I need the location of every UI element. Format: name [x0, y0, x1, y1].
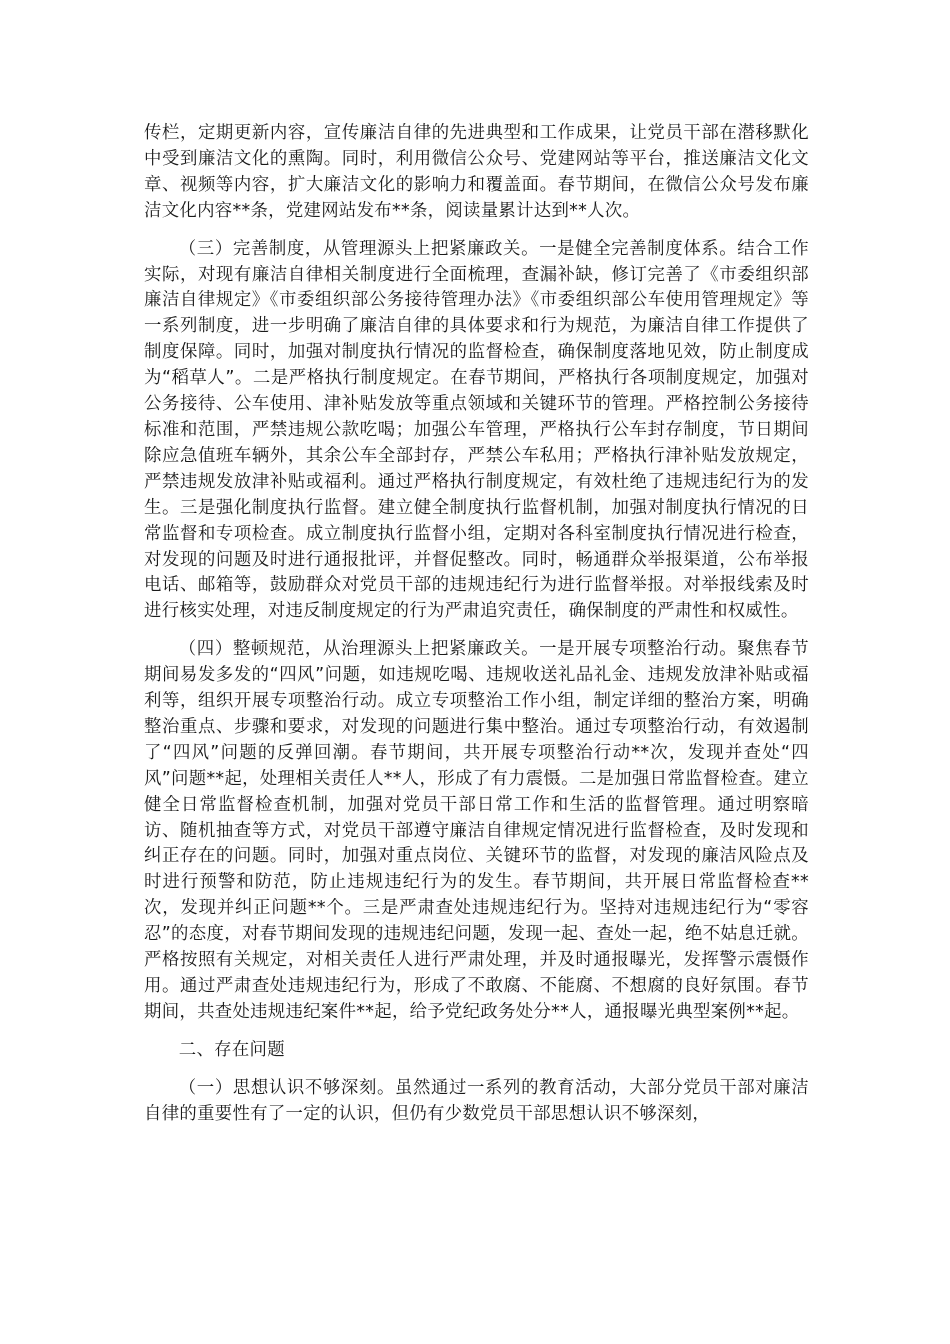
section-heading: 二、存在问题 [178, 1039, 285, 1060]
paragraph-improve-system: （三）完善制度，从管理源头上把紧廉政关。一是健全完善制度体系。结合工作实际，对现有廉洁自律相关制度进行全面梳理，查漏补缺，修订完善了《市委组织部廉洁自律规定》《市委组织部公务接待管理办法》《市委组织部公车使用管理规定》等一系列制度，进一步明确了廉洁自律的具体要求和行为规范，为廉洁自律工作提供了制度保障。同时，加强对制度执行情况的监督检查，确保制度落地见效，防止制度成为“稻草人”。二是严格执行制度规定。在春节期间，严格执行各项制度规定，加强对公务接待、公车使用、津补贴发放等重点领域和关键环节的管理。严格控制公务接待标准和范围，严禁违规公款吃喝；加强公车管理，严格执行公车封存制度，节日期间除应急值班车辆外，其余公车全部封存，严禁公车私用；严格执行津补贴发放规定，严禁违规发放津补贴或福利。通过严格执行制度规定，有效杜绝了违规违纪行为的发生。三是强化制度执行监督。建立健全制度执行监督机制，加强对制度执行情况的日常监督和专项检查。成立制度执行监督小组，定期对各科室制度执行情况进行检查，对发现的问题及时进行通报批评，并督促整改。同时，畅通群众举报渠道，公布举报电话、邮箱等，鼓励群众对党员干部的违规违纪行为进行监督举报。对举报线索及时进行核实处理，对违反制度规定的行为严肃追究责任，确保制度的严肃性和权威性。 [144, 238, 809, 622]
paragraph-awareness: （一）思想认识不够深刻。虽然通过一系列的教育活动，大部分党员干部对廉洁自律的重要性有了一定的认识，但仍有少数党员干部思想认识不够深刻， [144, 1077, 809, 1124]
paragraph-rectify-regulate: （四）整顿规范，从治理源头上把紧廉政关。一是开展专项整治行动。聚焦春节期间易发多发的“四风”问题，如违规吃喝、违规收送礼品礼金、违规发放津补贴或福利等，组织开展专项整治行动。成立专项整治工作小组，制定详细的整治方案，明确整治重点、步骤和要求，对发现的问题进行集中整治。通过专项整治行动，有效遏制了“四风”问题的反弹回潮。春节期间，共开展专项整治行动**次，发现并查处“四风”问题**起，处理相关责任人**人，形成了有力震慑。二是加强日常监督检查。建立健全日常监督检查机制，加强对党员干部日常工作和生活的监督管理。通过明察暗访、随机抽查等方式，对党员干部遵守廉洁自律规定情况进行监督检查，及时发现和纠正存在的问题。同时，加强对重点岗位、关键环节的监督，对发现的廉洁风险点及时进行预警和防范，防止违规违纪行为的发生。春节期间，共开展日常监督检查**次，发现并纠正问题**个。三是严肃查处违规违纪行为。坚持对违规违纪行为“零容忍”的态度，对春节期间发现的违规违纪问题，发现一起、查处一起，绝不姑息迁就。严格按照有关规定，对相关责任人进行严肃处理，并及时通报曝光，发挥警示震慑作用。通过严肃查处违规违纪行为，形成了不敢腐、不能腐、不想腐的良好氛围。春节期间，共查处违规违纪案件**起，给予党纪政务处分**人，通报曝光典型案例**起。 [144, 639, 809, 1022]
document-page [144, 121, 809, 1140]
paragraph-publicity: 传栏，定期更新内容，宣传廉洁自律的先进典型和工作成果，让党员干部在潜移默化中受到廉洁文化的熏陶。同时，利用微信公众号、党建网站等平台，推送廉洁文化文章、视频等内容，扩大廉洁文化的影响力和覆盖面。春节期间，在微信公众号发布廉洁文化内容**条，党建网站发布**条，阅读量累计达到**人次。 [144, 123, 809, 221]
